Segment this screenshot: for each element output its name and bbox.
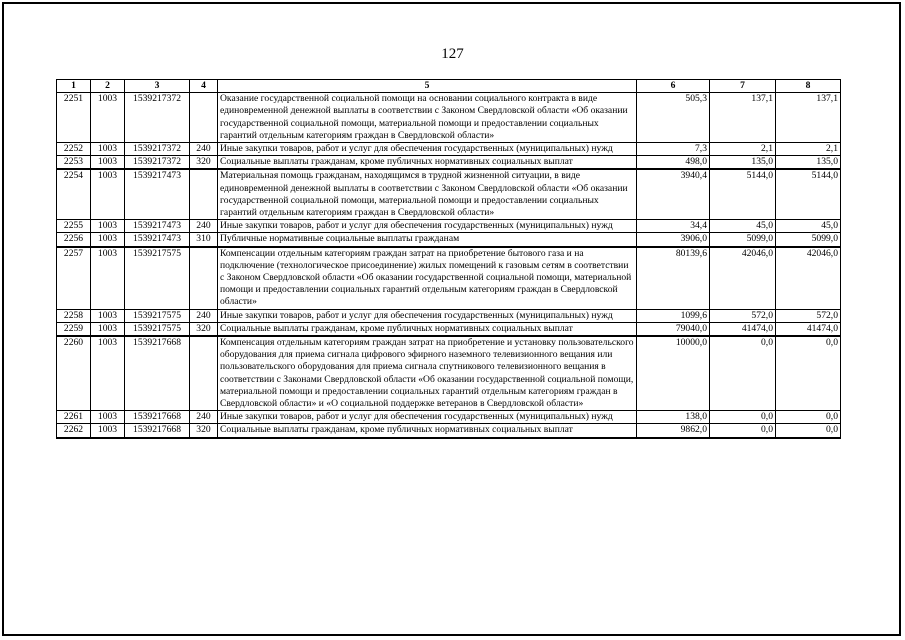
amount-col7-cell: 2,1: [710, 143, 776, 156]
col-header: 8: [776, 80, 841, 93]
col-header: 2: [91, 80, 125, 93]
expense-type-cell: [190, 247, 218, 310]
expense-type-cell: [190, 93, 218, 143]
page-number: 127: [441, 46, 464, 62]
table-row: [57, 169, 841, 219]
budget-table: [56, 79, 841, 439]
item-name-cell: Социальные выплаты гражданам, кроме публичных нормативных социальных выплат: [218, 156, 637, 170]
item-name-cell: Компенсация отдельным категориям граждан затрат на приобретение и установку пользовательского оборудования для приема сигнала цифрового эфирного наземного телевизионного вещания или пользовательского оборудования для приема сигнала спутникового телевизионного вещания в соответствии с Законами Свердловской области «Об оказании государственной социальной помощи, материальной помощи и предоставлении социальных гарантий отдельным категориям граждан в Свердловской области» и «О социальной поддержке ветеранов в Свердловской области»: [218, 336, 637, 411]
item-name-cell: Материальная помощь гражданам, находящимся в трудной жизненной ситуации, в виде единовременной денежной выплаты в соответствии с Законом Свердловской области «Об оказании государственной социальной помощи, материальной помощи и предоставлении социальных гарантий отдельным категориям граждан в Свердловской области»: [218, 169, 637, 219]
amount-col8-cell: 135,0: [776, 156, 841, 170]
expense-type-cell: 240: [190, 411, 218, 424]
amount-col7-cell: 135,0: [710, 156, 776, 170]
amount-col7-cell: 45,0: [710, 220, 776, 233]
line-number-cell: 2251: [57, 93, 91, 143]
table-row: [57, 233, 841, 247]
section-code-cell: 1003: [91, 233, 125, 247]
expense-type-cell: 240: [190, 309, 218, 322]
amount-col8-cell: 0,0: [776, 424, 841, 438]
table-row: [57, 93, 841, 143]
item-name-cell: Социальные выплаты гражданам, кроме публичных нормативных социальных выплат: [218, 424, 637, 438]
section-code-cell: 1003: [91, 336, 125, 411]
amount-col6-cell: 3940,4: [637, 169, 710, 219]
amount-col7-cell: 41474,0: [710, 322, 776, 336]
amount-col8-cell: 2,1: [776, 143, 841, 156]
line-number-cell: 2260: [57, 336, 91, 411]
target-code-cell: 1539217668: [125, 411, 190, 424]
amount-col8-cell: 137,1: [776, 93, 841, 143]
table-row: [57, 220, 841, 233]
amount-col8-cell: 5099,0: [776, 233, 841, 247]
table-row: [57, 411, 841, 424]
item-name-cell: Оказание государственной социальной помощи на основании социального контракта в виде единовременной денежной выплаты в соответствии с Законом Свердловской области «Об оказании государственной социальной помощи, материальной помощи и предоставлении социальных гарантий отдельным категориям граждан в Свердловской области»: [218, 93, 637, 143]
item-name-cell: Иные закупки товаров, работ и услуг для обеспечения государственных (муниципальных) нужд: [218, 143, 637, 156]
amount-col6-cell: 7,3: [637, 143, 710, 156]
line-number-cell: 2259: [57, 322, 91, 336]
item-name-cell: Компенсации отдельным категориям граждан затрат на приобретение бытового газа и на подключение (технологическое присоединение) жилых помещений к газовым сетям в соответствии с Законом Свердловской области «Об оказании государственной социальной помощи, материальной помощи и предоставлении социальных гарантий отдельным категориям граждан в Свердловской области»: [218, 247, 637, 310]
expense-type-cell: [190, 336, 218, 411]
line-number-cell: 2257: [57, 247, 91, 310]
col-header: 6: [637, 80, 710, 93]
target-code-cell: 1539217372: [125, 156, 190, 170]
col-header: 3: [125, 80, 190, 93]
amount-col6-cell: 505,3: [637, 93, 710, 143]
section-code-cell: 1003: [91, 93, 125, 143]
item-name-cell: Иные закупки товаров, работ и услуг для обеспечения государственных (муниципальных) нужд: [218, 309, 637, 322]
target-code-cell: 1539217372: [125, 93, 190, 143]
line-number-cell: 2262: [57, 424, 91, 438]
line-number-cell: 2253: [57, 156, 91, 170]
section-code-cell: 1003: [91, 309, 125, 322]
line-number-cell: 2252: [57, 143, 91, 156]
item-name-cell: Социальные выплаты гражданам, кроме публичных нормативных социальных выплат: [218, 322, 637, 336]
amount-col7-cell: 572,0: [710, 309, 776, 322]
amount-col6-cell: 80139,6: [637, 247, 710, 310]
table-row: [57, 143, 841, 156]
expense-type-cell: 320: [190, 156, 218, 170]
table-row: [57, 322, 841, 336]
line-number-cell: 2255: [57, 220, 91, 233]
amount-col8-cell: 42046,0: [776, 247, 841, 310]
target-code-cell: 1539217473: [125, 233, 190, 247]
section-code-cell: 1003: [91, 220, 125, 233]
target-code-cell: 1539217372: [125, 143, 190, 156]
table-row: [57, 309, 841, 322]
item-name-cell: Публичные нормативные социальные выплаты гражданам: [218, 233, 637, 247]
section-code-cell: 1003: [91, 247, 125, 310]
line-number-cell: 2258: [57, 309, 91, 322]
amount-col6-cell: 3906,0: [637, 233, 710, 247]
col-header: 7: [710, 80, 776, 93]
amount-col7-cell: 5144,0: [710, 169, 776, 219]
amount-col7-cell: 42046,0: [710, 247, 776, 310]
target-code-cell: 1539217575: [125, 247, 190, 310]
line-number-cell: 2256: [57, 233, 91, 247]
target-code-cell: 1539217575: [125, 322, 190, 336]
expense-type-cell: 320: [190, 322, 218, 336]
table-row: [57, 336, 841, 411]
target-code-cell: 1539217473: [125, 220, 190, 233]
table-row: [57, 156, 841, 170]
target-code-cell: 1539217473: [125, 169, 190, 219]
section-code-cell: 1003: [91, 411, 125, 424]
table-row: [57, 247, 841, 310]
amount-col6-cell: 138,0: [637, 411, 710, 424]
amount-col8-cell: 5144,0: [776, 169, 841, 219]
section-code-cell: 1003: [91, 424, 125, 438]
expense-type-cell: 320: [190, 424, 218, 438]
amount-col8-cell: 0,0: [776, 336, 841, 411]
amount-col7-cell: 137,1: [710, 93, 776, 143]
expense-type-cell: 310: [190, 233, 218, 247]
section-code-cell: 1003: [91, 143, 125, 156]
target-code-cell: 1539217668: [125, 336, 190, 411]
expense-type-cell: 240: [190, 143, 218, 156]
amount-col6-cell: 9862,0: [637, 424, 710, 438]
section-code-cell: 1003: [91, 156, 125, 170]
item-name-cell: Иные закупки товаров, работ и услуг для обеспечения государственных (муниципальных) нужд: [218, 411, 637, 424]
col-header: 1: [57, 80, 91, 93]
header-row: [57, 80, 841, 93]
amount-col6-cell: 10000,0: [637, 336, 710, 411]
amount-col8-cell: 572,0: [776, 309, 841, 322]
expense-type-cell: [190, 169, 218, 219]
item-name-cell: Иные закупки товаров, работ и услуг для обеспечения государственных (муниципальных) нужд: [218, 220, 637, 233]
col-header: 4: [190, 80, 218, 93]
amount-col7-cell: 0,0: [710, 411, 776, 424]
amount-col6-cell: 34,4: [637, 220, 710, 233]
section-code-cell: 1003: [91, 322, 125, 336]
amount-col8-cell: 45,0: [776, 220, 841, 233]
line-number-cell: 2254: [57, 169, 91, 219]
amount-col6-cell: 498,0: [637, 156, 710, 170]
line-number-cell: 2261: [57, 411, 91, 424]
amount-col7-cell: 0,0: [710, 336, 776, 411]
amount-col8-cell: 41474,0: [776, 322, 841, 336]
amount-col6-cell: 79040,0: [637, 322, 710, 336]
table-row: [57, 424, 841, 438]
amount-col7-cell: 0,0: [710, 424, 776, 438]
amount-col8-cell: 0,0: [776, 411, 841, 424]
amount-col7-cell: 5099,0: [710, 233, 776, 247]
target-code-cell: 1539217668: [125, 424, 190, 438]
section-code-cell: 1003: [91, 169, 125, 219]
target-code-cell: 1539217575: [125, 309, 190, 322]
expense-type-cell: 240: [190, 220, 218, 233]
amount-col6-cell: 1099,6: [637, 309, 710, 322]
col-header: 5: [218, 80, 637, 93]
